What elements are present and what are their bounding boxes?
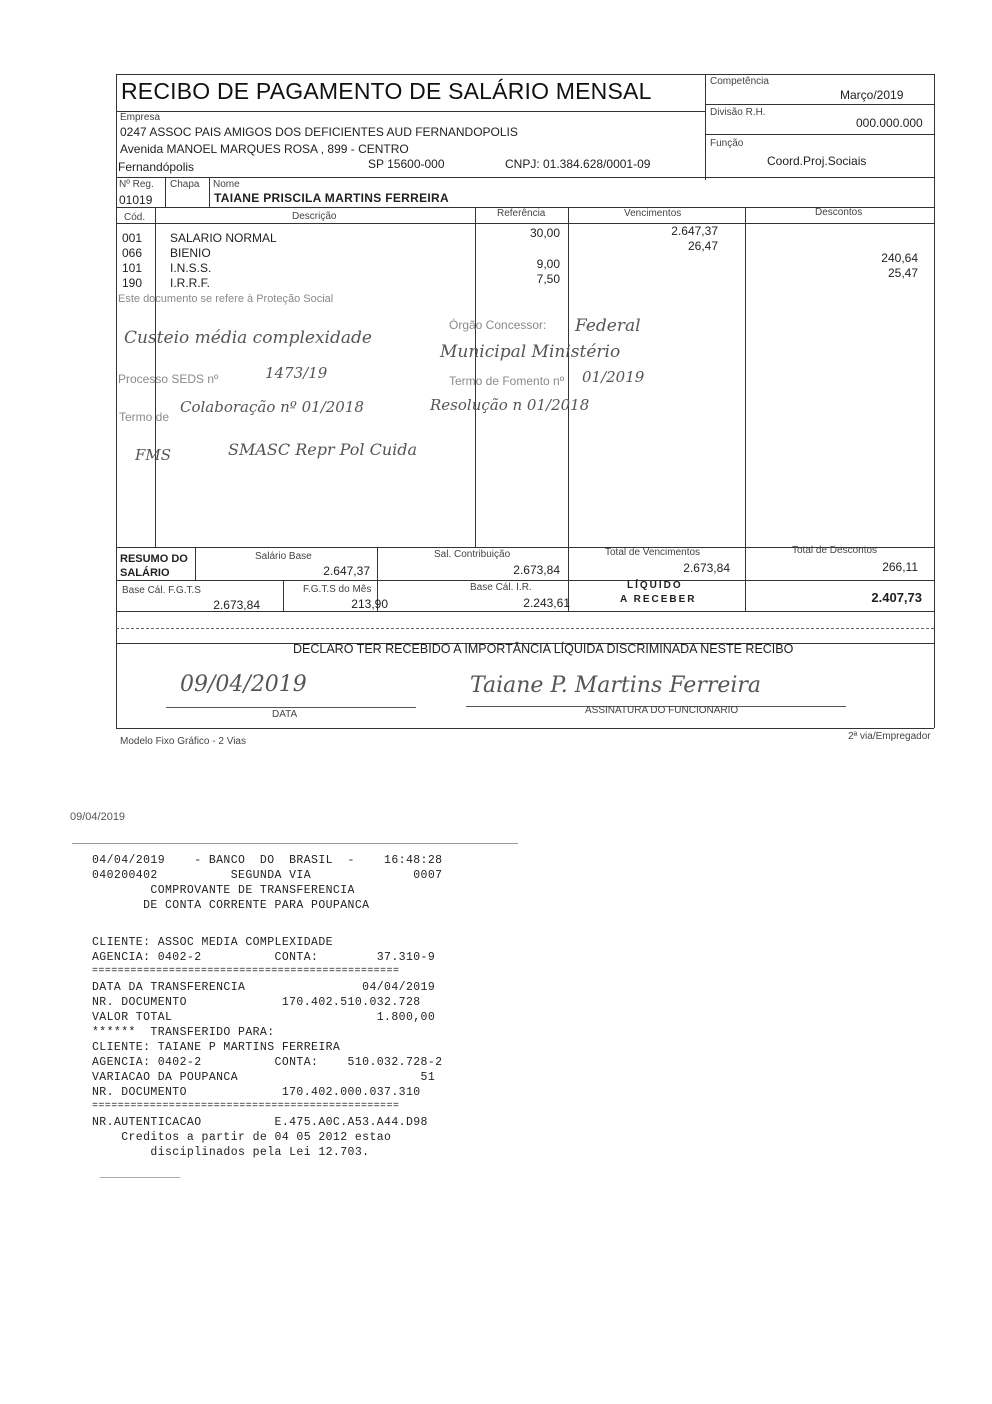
fgts-mes-label: F.G.T.S do Mês xyxy=(303,584,372,595)
stamp-line: Processo SEDS nº xyxy=(118,372,219,386)
total-desc-label: Total de Descontos xyxy=(792,545,878,556)
fgts-mes-value: 213,90 xyxy=(351,597,388,611)
assinatura-label: ASSINATURA DO FUNCIONARIO xyxy=(585,705,739,716)
liquido-label: LÍQUIDO xyxy=(627,580,683,591)
item-ref: 30,00 xyxy=(529,226,560,240)
empresa-cnpj: CNPJ: 01.384.628/0001-09 xyxy=(505,157,651,171)
receipt-line: NR. DOCUMENTO 170.402.000.037.310 xyxy=(92,1086,421,1099)
empresa-nome: 0247 ASSOC PAIS AMIGOS DOS DEFICIENTES AUD FERNANDOPOLIS xyxy=(120,125,518,139)
data-label: DATA xyxy=(272,709,298,720)
total-venc-label: Total de Vencimentos xyxy=(605,547,701,558)
item-cod: 001 xyxy=(122,231,143,245)
receipt-line: CLIENTE: ASSOC MEDIA COMPLEXIDADE xyxy=(92,936,333,949)
receipt-line: DATA DA TRANSFERENCIA 04/04/2019 xyxy=(92,981,436,994)
item-ref: 7,50 xyxy=(536,272,560,286)
item-ref: 9,00 xyxy=(536,257,560,271)
sal-contrib-value: 2.673,84 xyxy=(513,563,560,577)
empresa-cidade: Fernandópolis xyxy=(118,160,195,174)
handwritten-date: 09/04/2019 xyxy=(180,672,307,697)
stamp-line: Termo de xyxy=(119,410,170,424)
liquido-label-2: A RECEBER xyxy=(620,594,697,605)
receipt-line xyxy=(92,914,512,936)
competencia-value: Março/2019 xyxy=(840,88,904,102)
receipt-line: NR. DOCUMENTO 170.402.510.032.728 xyxy=(92,996,421,1009)
handwriting: FMS xyxy=(135,446,172,464)
nome-label: Nome xyxy=(213,179,240,190)
base-fgts-label: Base Cál. F.G.T.S xyxy=(122,585,201,596)
handwriting: 1473/19 xyxy=(265,364,328,382)
item-venc: 26,47 xyxy=(687,239,718,253)
base-fgts-value: 2.673,84 xyxy=(213,598,260,612)
item-desc: SALARIO NORMAL xyxy=(170,231,277,245)
item-desc: I.R.R.F. xyxy=(170,276,211,290)
divisao-label: Divisão R.H. xyxy=(710,107,766,118)
item-desc: BIENIO xyxy=(170,246,211,260)
col-descricao: Descrição xyxy=(292,211,337,222)
col-descontos: Descontos xyxy=(815,207,863,218)
employee-name: TAIANE PRISCILA MARTINS FERREIRA xyxy=(214,191,449,205)
total-desc-value: 266,11 xyxy=(882,560,918,574)
handwriting: Colaboração nº 01/2018 xyxy=(180,398,364,416)
empresa-uf-cep: SP 15600-000 xyxy=(368,157,445,171)
item-desc: I.N.S.S. xyxy=(170,261,212,275)
salario-base-label: Salário Base xyxy=(255,551,312,562)
liquido-value: 2.407,73 xyxy=(871,590,922,605)
payslip-title: RECIBO DE PAGAMENTO DE SALÁRIO MENSAL xyxy=(121,78,652,104)
resumo-label: RESUMO DO SALÁRIO xyxy=(120,553,188,579)
salario-base-value: 2.647,37 xyxy=(323,564,370,578)
funcao-label: Função xyxy=(710,138,744,149)
item-cod: 066 xyxy=(122,246,143,260)
competencia-label: Competência xyxy=(710,76,769,87)
empresa-label: Empresa xyxy=(120,112,161,123)
receipt-line: Creditos a partir de 04 05 2012 estao xyxy=(92,1131,392,1144)
receipt-body xyxy=(92,854,512,1161)
item-descto: 25,47 xyxy=(887,266,918,280)
declaro-text: DECLARO TER RECEBIDO A IMPORTÂNCIA LÍQUIDA DISCRIMINADA NESTE RECIBO xyxy=(293,642,794,656)
handwriting: Municipal Ministério xyxy=(440,342,621,362)
col-cod: Cód. xyxy=(124,212,146,223)
receipt-line: ================================================ xyxy=(92,966,400,977)
handwriting: Federal xyxy=(575,316,641,336)
receipt-line: AGENCIA: 0402-2 CONTA: 510.032.728-2 xyxy=(92,1056,443,1069)
receipt-line: 04/04/2019 - BANCO DO BRASIL - 16:48:28 xyxy=(92,854,443,867)
stamp-line: Órgão Concessor: xyxy=(449,318,547,332)
receipt-line: COMPROVANTE DE TRANSFERENCIA xyxy=(92,884,355,897)
handwriting: Custeio média complexidade xyxy=(124,328,372,348)
receipt-line: VALOR TOTAL 1.800,00 xyxy=(92,1011,436,1024)
receipt-line: ****** TRANSFERIDO PARA: xyxy=(92,1026,275,1039)
receipt-line: 040200402 SEGUNDA VIA 0007 xyxy=(92,869,443,882)
receipt-line: CLIENTE: TAIANE P MARTINS FERREIRA xyxy=(92,1041,341,1054)
base-ir-label: Base Cál. I.R. xyxy=(470,582,532,593)
funcao-value: Coord.Proj.Sociais xyxy=(767,154,867,168)
stamp-line: Este documento se refere à Proteção Social xyxy=(118,293,334,305)
item-venc: 2.647,37 xyxy=(671,224,718,238)
receipt-line: DE CONTA CORRENTE PARA POUPANCA xyxy=(92,899,370,912)
col-vencimentos: Vencimentos xyxy=(624,208,682,219)
receipt-line: NR.AUTENTICACAO E.475.A0C.A53.A44.D98 xyxy=(92,1116,428,1129)
item-cod: 190 xyxy=(122,276,143,290)
item-cod: 101 xyxy=(122,261,143,275)
receipt-line: disciplinados pela Lei 12.703. xyxy=(92,1146,370,1159)
handwritten-signature: Taiane P. Martins Ferreira xyxy=(470,673,762,698)
handwriting: Resolução n 01/2018 xyxy=(430,396,590,414)
via-footer: 2ª via/Empregador xyxy=(848,731,931,742)
chapa-label: Chapa xyxy=(170,179,200,190)
receipt-line: ================================================ xyxy=(92,1101,400,1112)
total-venc-value: 2.673,84 xyxy=(683,561,730,575)
modelo-footer: Modelo Fixo Gráfico - 2 Vias xyxy=(120,736,246,747)
handwriting: SMASC Repr Pol Cuida xyxy=(228,440,418,459)
stamp-line: Termo de Fomento nº xyxy=(449,374,565,388)
col-referencia: Referência xyxy=(497,208,546,219)
receipt-line: AGENCIA: 0402-2 CONTA: 37.310-9 xyxy=(92,951,436,964)
item-descto: 240,64 xyxy=(881,251,918,265)
empresa-endereco: Avenida MANOEL MARQUES ROSA , 899 - CENTRO xyxy=(120,142,409,156)
sal-contrib-label: Sal. Contribuição xyxy=(434,549,511,560)
base-ir-value: 2.243,61 xyxy=(523,596,570,610)
receipt-line: VARIACAO DA POUPANCA 51 xyxy=(92,1071,436,1084)
reg-value: 01019 xyxy=(119,193,153,207)
handwriting: 01/2019 xyxy=(582,368,645,386)
divisao-value: 000.000.000 xyxy=(856,116,923,130)
reg-label: Nº Reg. xyxy=(119,179,154,190)
print-date: 09/04/2019 xyxy=(70,811,126,823)
